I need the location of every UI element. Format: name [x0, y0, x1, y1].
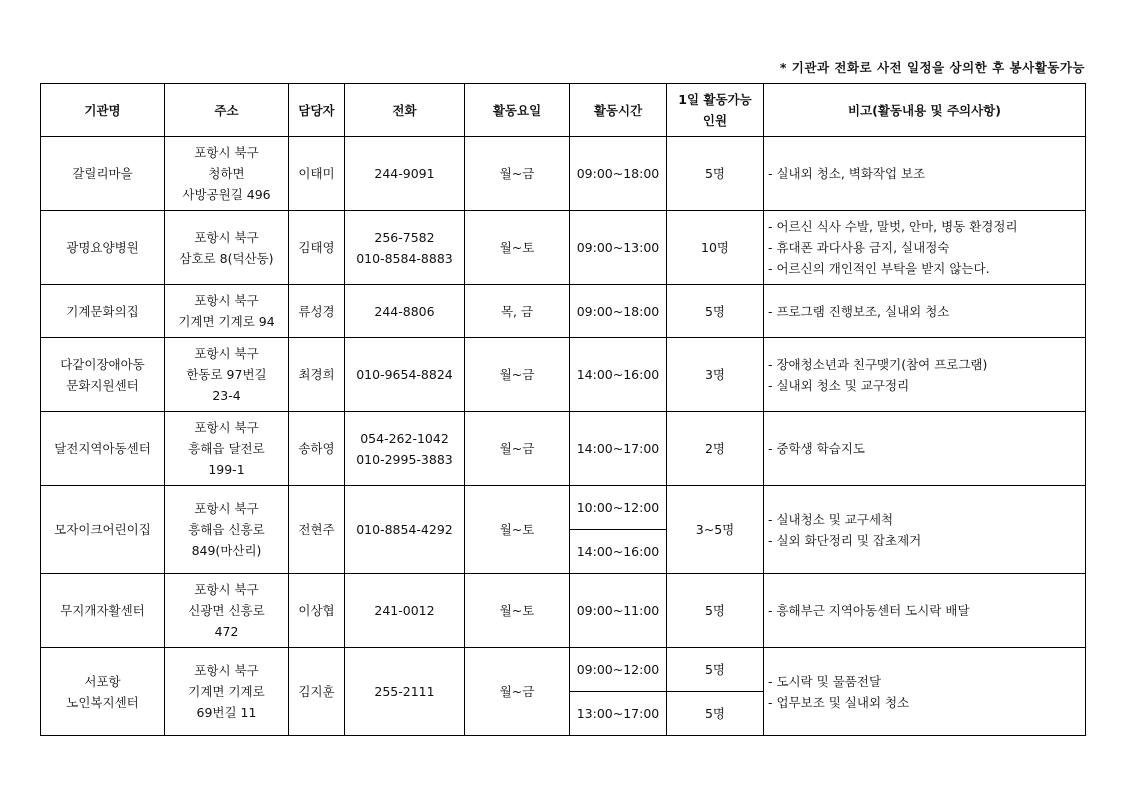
remarks-cell	[764, 412, 1086, 486]
remarks-cell	[764, 211, 1086, 285]
remarks-cell	[764, 486, 1086, 574]
capacity-header-line1: 1일 활동가능	[678, 92, 752, 107]
capacity-cell: 5명	[667, 574, 764, 648]
address-line: 흥해읍 신흥로	[188, 522, 265, 537]
org-line: 무지개자활센터	[60, 603, 145, 618]
capacity-cell: 10명	[667, 211, 764, 285]
org-line: 갈릴리마을	[72, 166, 133, 181]
table-row	[41, 648, 1086, 692]
remarks-cell	[764, 137, 1086, 211]
address-line: 포항시 북구	[194, 293, 259, 308]
col-header-phone: 전화	[345, 84, 465, 137]
header-row	[41, 84, 1086, 137]
volunteer-schedule-table	[40, 83, 1086, 736]
col-header-manager: 담당자	[289, 84, 345, 137]
org-cell	[41, 412, 165, 486]
remarks-cell	[764, 574, 1086, 648]
col-header-address: 주소	[165, 84, 289, 137]
address-line: 포항시 북구	[194, 663, 259, 678]
col-header-org: 기관명	[41, 84, 165, 137]
org-line: 광명요양병원	[66, 240, 139, 255]
phone-cell	[345, 574, 465, 648]
org-line: 달전지역아동센터	[54, 441, 151, 456]
table-row	[41, 338, 1086, 412]
address-line: 23-4	[212, 388, 241, 403]
remark-line: - 프로그램 진행보조, 실내외 청소	[768, 303, 950, 319]
remarks-cell	[764, 648, 1086, 736]
phone-cell	[345, 412, 465, 486]
address-line: 69번길 11	[196, 705, 257, 720]
manager-cell: 김지훈	[289, 648, 345, 736]
remark-line: - 휴대폰 과다사용 금지, 실내정숙	[768, 240, 950, 255]
address-cell	[165, 211, 289, 285]
org-cell	[41, 574, 165, 648]
address-line: 청하면	[208, 166, 245, 181]
manager-cell: 이상협	[289, 574, 345, 648]
manager-cell: 이태미	[289, 137, 345, 211]
org-line: 서포항	[84, 673, 121, 689]
days-cell: 목, 금	[465, 285, 570, 338]
address-line: 849(마산리)	[191, 543, 262, 558]
phone-cell	[345, 211, 465, 285]
address-line: 포항시 북구	[194, 229, 259, 245]
table-row	[41, 574, 1086, 648]
capacity-cell: 5명	[667, 285, 764, 338]
manager-cell: 류성경	[289, 285, 345, 338]
address-line: 기계면 기계로	[188, 684, 265, 699]
org-cell	[41, 648, 165, 736]
address-line: 472	[214, 624, 239, 639]
address-cell	[165, 648, 289, 736]
capacity-cell: 5명	[667, 692, 764, 736]
time-cell: 09:00~11:00	[570, 574, 667, 648]
address-line: 신광면 신흥로	[188, 603, 265, 618]
time-cell: 09:00~13:00	[570, 211, 667, 285]
days-cell: 월~토	[465, 211, 570, 285]
time-cell: 09:00~18:00	[570, 285, 667, 338]
remarks-cell	[764, 338, 1086, 412]
remark-line: - 도시락 및 물품전달	[768, 673, 882, 689]
remark-line: - 어르신의 개인적인 부탁을 받지 않는다.	[768, 261, 990, 276]
address-line: 삼호로 8(덕산동)	[179, 250, 274, 266]
address-cell	[165, 137, 289, 211]
address-line: 기계면 기계로 94	[178, 314, 275, 329]
org-line: 노인복지센터	[66, 694, 139, 710]
days-cell: 월~금	[465, 137, 570, 211]
capacity-cell: 3~5명	[667, 486, 764, 574]
phone-cell	[345, 338, 465, 412]
table-row	[41, 211, 1086, 285]
phone-cell	[345, 137, 465, 211]
phone-line: 010-8584-8883	[356, 250, 453, 266]
capacity-header-line2: 인원	[702, 113, 728, 128]
capacity-cell: 3명	[667, 338, 764, 412]
address-line: 포항시 북구	[194, 420, 259, 435]
address-line: 포항시 북구	[194, 501, 259, 516]
phone-line: 010-8854-4292	[356, 522, 453, 537]
remark-line: - 중학생 학습지도	[768, 441, 865, 456]
address-cell	[165, 285, 289, 338]
manager-cell: 송하영	[289, 412, 345, 486]
phone-cell	[345, 648, 465, 736]
table-row	[41, 285, 1086, 338]
address-line: 포항시 북구	[194, 582, 259, 597]
address-line: 흥해읍 달전로	[188, 441, 265, 456]
phone-line: 244-9091	[374, 166, 435, 181]
manager-cell: 최경희	[289, 338, 345, 412]
manager-cell: 김태영	[289, 211, 345, 285]
phone-cell	[345, 486, 465, 574]
org-cell	[41, 285, 165, 338]
address-line: 사방공원길 496	[182, 187, 271, 202]
phone-line: 010-2995-3883	[356, 451, 453, 467]
phone-line: 054-262-1042	[360, 430, 449, 446]
page-note: * 기관과 전화로 사전 일정을 상의한 후 봉사활동가능	[779, 60, 1085, 75]
remark-line: - 어르신 식사 수발, 말벗, 안마, 병동 환경정리	[768, 219, 1018, 234]
address-line: 포항시 북구	[194, 145, 259, 160]
address-line: 포항시 북구	[194, 346, 259, 361]
capacity-cell: 5명	[667, 648, 764, 692]
table-row	[41, 412, 1086, 486]
col-header-time: 활동시간	[570, 84, 667, 137]
org-cell	[41, 338, 165, 412]
capacity-cell: 2명	[667, 412, 764, 486]
remark-line: - 실외 화단정리 및 잡초제거	[768, 532, 922, 548]
days-cell: 월~토	[465, 574, 570, 648]
remark-line: - 업무보조 및 실내외 청소	[768, 694, 910, 710]
remark-line: - 실내청소 및 교구세척	[768, 511, 894, 527]
time-cell: 09:00~18:00	[570, 137, 667, 211]
remark-line: - 실내외 청소, 벽화작업 보조	[768, 166, 926, 181]
address-cell	[165, 574, 289, 648]
phone-cell	[345, 285, 465, 338]
phone-line: 241-0012	[374, 603, 435, 618]
days-cell: 월~금	[465, 648, 570, 736]
col-header-remarks: 비고(활동내용 및 주의사항)	[764, 84, 1086, 137]
org-cell	[41, 211, 165, 285]
phone-line: 256-7582	[374, 229, 435, 245]
remark-line: - 장애청소년과 친구맺기(참여 프로그램)	[768, 356, 988, 372]
org-line: 문화지원센터	[66, 377, 139, 393]
org-line: 모자이크어린이집	[54, 522, 151, 537]
time-cell: 14:00~17:00	[570, 412, 667, 486]
remarks-cell	[764, 285, 1086, 338]
col-header-capacity	[667, 84, 764, 137]
time-cell: 14:00~16:00	[570, 338, 667, 412]
remark-line: - 실내외 청소 및 교구정리	[768, 377, 910, 393]
address-cell	[165, 486, 289, 574]
manager-cell: 전현주	[289, 486, 345, 574]
table-row	[41, 137, 1086, 211]
address-cell	[165, 338, 289, 412]
address-line: 199-1	[208, 462, 245, 477]
col-header-days: 활동요일	[465, 84, 570, 137]
phone-line: 244-8806	[374, 303, 435, 319]
days-cell: 월~금	[465, 412, 570, 486]
org-line: 다같이장애아동	[60, 356, 145, 372]
org-line: 기계문화의집	[66, 303, 139, 319]
table-row	[41, 486, 1086, 530]
phone-line: 255-2111	[374, 684, 435, 699]
days-cell: 월~금	[465, 338, 570, 412]
remark-line: - 흥해부근 지역아동센터 도시락 배달	[768, 603, 970, 618]
time-cell: 09:00~12:00	[570, 648, 667, 692]
org-cell	[41, 137, 165, 211]
days-cell: 월~토	[465, 486, 570, 574]
capacity-cell: 5명	[667, 137, 764, 211]
org-cell	[41, 486, 165, 574]
phone-line: 010-9654-8824	[356, 367, 453, 382]
time-cell: 14:00~16:00	[570, 530, 667, 574]
time-cell: 13:00~17:00	[570, 692, 667, 736]
address-cell	[165, 412, 289, 486]
address-line: 한동로 97번길	[186, 367, 267, 382]
time-cell: 10:00~12:00	[570, 486, 667, 530]
